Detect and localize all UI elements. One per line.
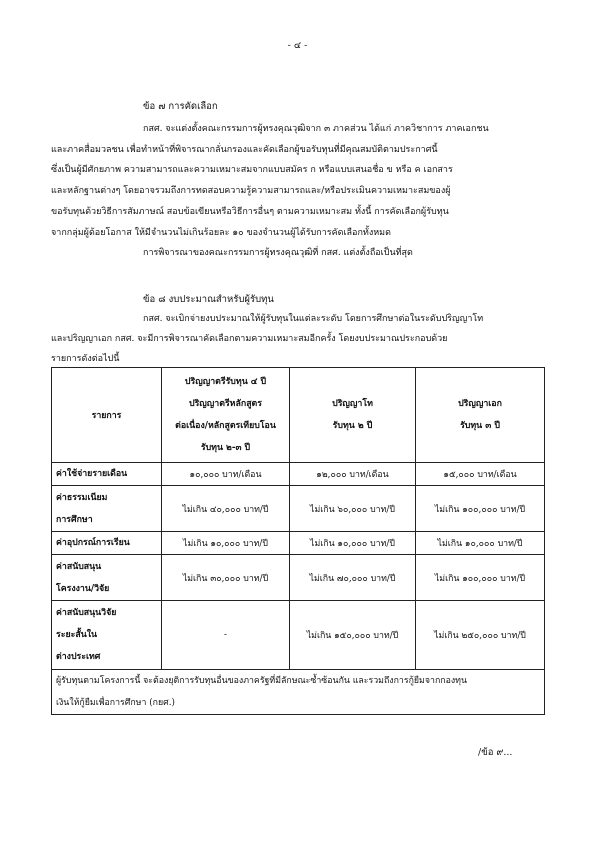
section8-line: และปริญญาเอก กสศ. จะมีการพิจารณาคัดเลือกตามความเหมาะสมอีกครั้ง โดยงบประมาณประกอบด้วย bbox=[51, 334, 448, 344]
section7-line: การพิจารณาของคณะกรรมการผู้ทรงคุณวุฒิที่ กสศ. แต่งตั้งถือเป็นที่สุด bbox=[143, 248, 413, 258]
header-doctor-line: ปริญญาเอก bbox=[458, 399, 502, 409]
section7-line: ขอรับทุนด้วยวิธีการสัมภาษณ์ สอบข้อเขียนหรือวิธีการอื่นๆ ตามความเหมาะสม ทั้งนี้ การคัดเลือกผู้รับทุน bbox=[51, 207, 449, 217]
header-bachelor-line: ต่อเนื่อง/หลักสูตรเทียบโอน bbox=[175, 421, 276, 431]
cell-master: ๑๒,๐๐๐ บาท/เดือน bbox=[290, 463, 416, 486]
row-label-line: ค่าสนับสนุน bbox=[56, 561, 102, 572]
page-number: - ๔ - bbox=[287, 40, 308, 51]
cell-doctor: ไม่เกิน ๑๐๐,๐๐๐ บาท/ปี bbox=[416, 555, 545, 601]
row-label-line: ระยะสั้นใน bbox=[56, 630, 98, 640]
header-master-line: ปริญญาโท bbox=[332, 399, 373, 409]
table-row bbox=[52, 555, 545, 601]
cell-bachelor: - bbox=[162, 601, 290, 670]
table-note-line: เงินให้กู้ยืมเพื่อการศึกษา (กยศ.) bbox=[56, 698, 175, 708]
row-label bbox=[52, 463, 162, 486]
section8-line: กสศ. จะเบิกจ่ายงบประมาณให้ผู้รับทุนในแต่ละระดับ โดยการศึกษาต่อในระดับปริญญาโท bbox=[143, 314, 484, 324]
header-bachelor bbox=[162, 368, 290, 463]
row-label-line: การศึกษา bbox=[56, 514, 93, 525]
row-label-line: ค่าธรรมเนียม bbox=[56, 492, 108, 503]
cell-doctor: ๑๕,๐๐๐ บาท/เดือน bbox=[416, 463, 545, 486]
table-note-line: ผู้รับทุนตามโครงการนี้ จะต้องยุติการรับทุนอื่นของภาครัฐที่มีลักษณะซ้ำซ้อนกัน และรวมถึงการกู้ยืมจากกองทุน bbox=[56, 676, 467, 686]
table-row bbox=[52, 463, 545, 486]
cell-doctor: ไม่เกิน ๑๐๐,๐๐๐ บาท/ปี bbox=[416, 486, 545, 532]
header-doctor bbox=[416, 368, 545, 463]
budget-table bbox=[51, 367, 545, 715]
row-label bbox=[52, 486, 162, 532]
section7-line: กสศ. จะแต่งตั้งคณะกรรมการผู้ทรงคุณวุฒิจาก ๓ ภาคส่วน ได้แก่ ภาควิชาการ ภาคเอกชน bbox=[143, 124, 489, 134]
cell-doctor: ไม่เกิน ๑๐,๐๐๐ บาท/ปี bbox=[416, 532, 545, 555]
section7-line: และหลักฐานต่างๆ โดยอาจรวมถึงการทดสอบความรู้ความสามารถและ/หรือประเมินความเหมาะสมของผู้ bbox=[51, 186, 451, 196]
header-bachelor-line: ปริญญาตรีหลักสูตร bbox=[189, 399, 262, 409]
header-bachelor-line: รับทุน ๒-๓ ปี bbox=[200, 443, 251, 453]
cell-master: ไม่เกิน ๖๐,๐๐๐ บาท/ปี bbox=[290, 486, 416, 532]
header-item-label: รายการ bbox=[91, 411, 122, 421]
table-header-row bbox=[52, 368, 545, 463]
header-master-line: รับทุน ๒ ปี bbox=[332, 421, 373, 431]
section8-line: รายการดังต่อไปนี้ bbox=[51, 354, 120, 364]
section8-title: ข้อ ๘ งบประมาณสำหรับผู้รับทุน bbox=[143, 294, 274, 305]
row-label-line: ค่าอุปกรณ์การเรียน bbox=[56, 538, 130, 548]
table-row bbox=[52, 601, 545, 670]
row-label bbox=[52, 532, 162, 555]
row-label-line: ค่าสนับสนุนวิจัย bbox=[56, 608, 117, 618]
section7-line: จากกลุ่มผู้ด้อยโอกาส ให้มีจำนวนไม่เกินร้อยละ ๑๐ ของจำนวนผู้ได้รับการคัดเลือกทั้งหมด bbox=[51, 228, 391, 238]
next-page-reference: /ข้อ ๙... bbox=[478, 747, 513, 758]
header-item bbox=[52, 368, 162, 463]
cell-master: ไม่เกิน ๗๐,๐๐๐ บาท/ปี bbox=[290, 555, 416, 601]
table-row bbox=[52, 532, 545, 555]
section7-line: และภาคสื่อมวลชน เพื่อทำหน้าที่พิจารณากลั่นกรองและคัดเลือกผู้ขอรับทุนที่มีคุณสมบัติตามประกาศนี้ bbox=[51, 145, 438, 155]
table-note bbox=[52, 670, 545, 715]
cell-bachelor: ไม่เกิน ๓๐,๐๐๐ บาท/ปี bbox=[162, 555, 290, 601]
header-master bbox=[290, 368, 416, 463]
cell-bachelor: ไม่เกิน ๑๐,๐๐๐ บาท/ปี bbox=[162, 532, 290, 555]
table-row bbox=[52, 486, 545, 532]
section7-line: ซึ่งเป็นผู้มีศักยภาพ ความสามารถและความเหมาะสมจากแบบสมัคร ก หรือแบบเสนอชื่อ ข หรือ ค เอกสาร bbox=[51, 165, 453, 175]
cell-master: ไม่เกิน ๑๐,๐๐๐ บาท/ปี bbox=[290, 532, 416, 555]
cell-bachelor: ๑๐,๐๐๐ บาท/เดือน bbox=[162, 463, 290, 486]
row-label bbox=[52, 555, 162, 601]
header-doctor-line: รับทุน ๓ ปี bbox=[460, 421, 500, 431]
cell-master: ไม่เกิน ๑๕๐,๐๐๐ บาท/ปี bbox=[290, 601, 416, 670]
cell-bachelor: ไม่เกิน ๔๐,๐๐๐ บาท/ปี bbox=[162, 486, 290, 532]
table-note-row bbox=[52, 670, 545, 715]
header-bachelor-line: ปริญญาตรีรับทุน ๔ ปี bbox=[184, 377, 267, 387]
row-label-line: ค่าใช้จ่ายรายเดือน bbox=[56, 469, 128, 479]
row-label-line: โครงงาน/วิจัย bbox=[56, 583, 110, 594]
cell-doctor: ไม่เกิน ๒๕๐,๐๐๐ บาท/ปี bbox=[416, 601, 545, 670]
row-label-line: ต่างประเทศ bbox=[56, 652, 101, 662]
row-label bbox=[52, 601, 162, 670]
section7-title: ข้อ ๗ การคัดเลือก bbox=[143, 101, 218, 112]
